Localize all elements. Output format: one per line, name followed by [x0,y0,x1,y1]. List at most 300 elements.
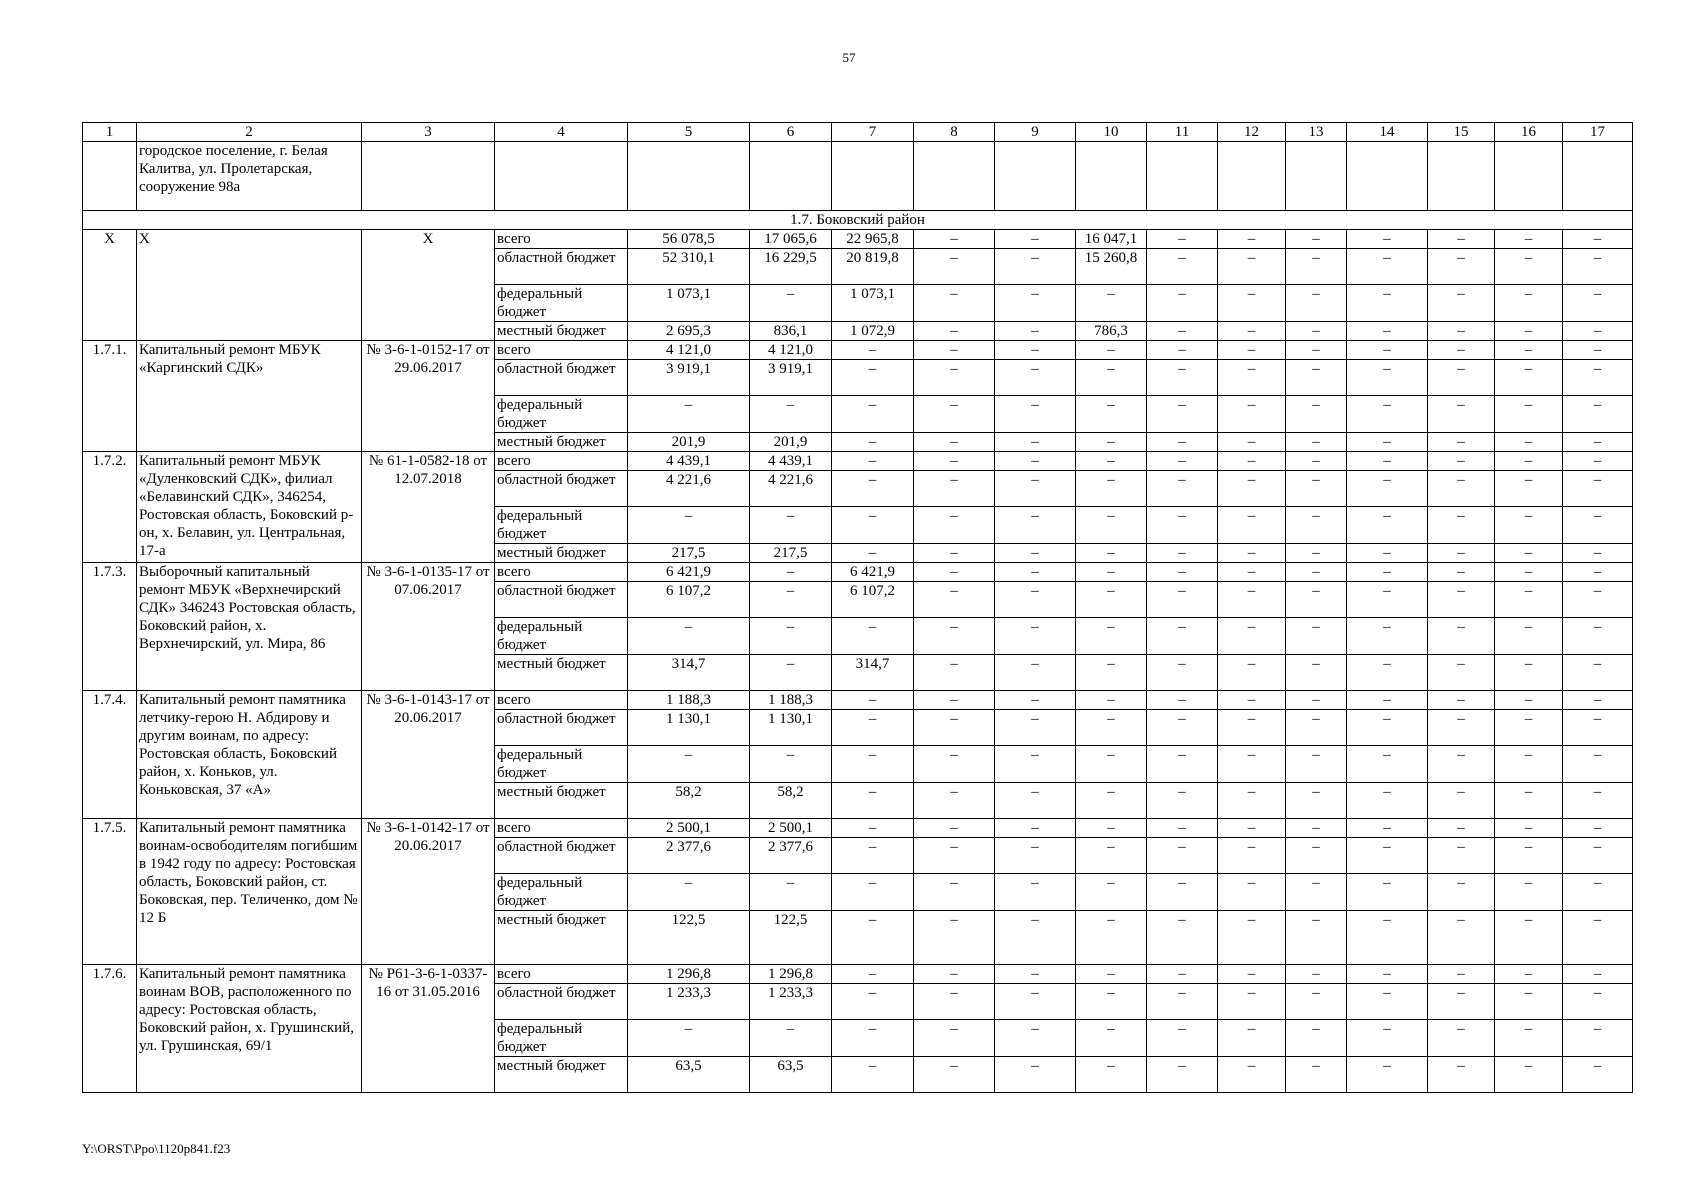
column-header: 4 [495,123,628,142]
funding-source: областной бюджет [495,710,628,746]
value-cell: – [832,965,914,984]
value-cell: – [1147,341,1218,360]
value-cell: – [1428,618,1495,655]
value-cell: – [1076,965,1147,984]
carryover-num [83,142,137,211]
value-cell: – [1347,783,1428,819]
value-cell: – [1218,471,1286,507]
value-cell: – [1147,230,1218,249]
value-cell: – [1428,249,1495,285]
value-cell: 15 260,8 [1076,249,1147,285]
value-cell: – [1495,322,1563,341]
funding-source: местный бюджет [495,1057,628,1093]
value-cell: – [914,285,995,322]
object-name: Капитальный ремонт МБУК «Дуленковский СДК», филиал «Белавинский СДК», 346254, Ростовская область, Боковский р-он, х. Белавин, ул. Центральная, 17-а [137,452,362,563]
value-cell: – [832,507,914,544]
value-cell: – [1286,360,1347,396]
row-number: 1.7.6. [83,965,137,1093]
value-cell: – [1147,544,1218,563]
value-cell: – [1347,911,1428,965]
value-cell: – [1347,230,1428,249]
value-cell: – [1076,341,1147,360]
value-cell: – [914,563,995,582]
value-cell: – [1428,582,1495,618]
value-cell: – [1428,433,1495,452]
value-cell: – [1428,507,1495,544]
table-row [83,452,1633,471]
object-name: Капитальный ремонт памятника воинам-освободителям погибшим в 1942 году по адресу: Ростовская область, Боковский район, ст. Боковская, пер. Теличенко, дом № 12 Б [137,819,362,965]
value-cell: – [1218,360,1286,396]
value-cell: – [1563,360,1633,396]
budget-table [82,122,1633,1093]
value-cell: – [995,360,1076,396]
value-cell: – [1076,746,1147,783]
value-cell: – [750,618,832,655]
value-cell: – [1495,819,1563,838]
value-cell: – [1147,433,1218,452]
value-cell: 2 500,1 [750,819,832,838]
column-header: 5 [628,123,750,142]
value-cell: – [1428,341,1495,360]
value-cell: – [1347,433,1428,452]
value-cell: – [1218,911,1286,965]
value-cell: 122,5 [750,911,832,965]
value-cell: – [1147,322,1218,341]
value-cell: – [995,230,1076,249]
row-number: 1.7.2. [83,452,137,563]
value-cell: – [1286,341,1347,360]
funding-source: местный бюджет [495,433,628,452]
object-name: Капитальный ремонт памятника воинам ВОВ, расположенного по адресу: Ростовская область, Боковский район, х. Грушинский, ул. Грушинская, 69/1 [137,965,362,1093]
value-cell: – [750,507,832,544]
funding-source: всего [495,965,628,984]
value-cell: – [628,874,750,911]
value-cell: 2 377,6 [750,838,832,874]
value-cell: – [995,582,1076,618]
value-cell: – [1147,1057,1218,1093]
value-cell: – [1147,911,1218,965]
value-cell: – [1495,984,1563,1020]
value-cell: – [1147,984,1218,1020]
value-cell: – [1428,838,1495,874]
value-cell: – [1495,1020,1563,1057]
value-cell: – [832,618,914,655]
value-cell: 4 121,0 [750,341,832,360]
value-cell: – [995,322,1076,341]
value-cell: 314,7 [832,655,914,691]
value-cell: – [914,746,995,783]
value-cell: – [1218,285,1286,322]
value-cell: 1 296,8 [628,965,750,984]
value-cell: – [1286,1057,1347,1093]
value-cell: – [1286,710,1347,746]
value-cell: – [1076,452,1147,471]
value-cell: 58,2 [628,783,750,819]
row-number: 1.7.1. [83,341,137,452]
value-cell: 16 047,1 [1076,230,1147,249]
value-cell: – [1076,783,1147,819]
funding-source: федеральный бюджет [495,746,628,783]
value-cell: – [1563,838,1633,874]
value-cell: 16 229,5 [750,249,832,285]
value-cell: – [1347,322,1428,341]
value-cell: – [1563,452,1633,471]
value-cell: 63,5 [628,1057,750,1093]
value-cell: – [1218,341,1286,360]
value-cell: 2 695,3 [628,322,750,341]
column-header: 1 [83,123,137,142]
row-number: 1.7.4. [83,691,137,819]
value-cell: – [1347,1020,1428,1057]
value-cell: – [914,230,995,249]
funding-source: областной бюджет [495,984,628,1020]
value-cell: – [1076,691,1147,710]
value-cell: – [1563,965,1633,984]
value-cell: – [1495,691,1563,710]
value-cell: – [914,838,995,874]
value-cell: – [832,874,914,911]
funding-source: федеральный бюджет [495,285,628,322]
value-cell: – [1428,1057,1495,1093]
value-cell: 1 233,3 [750,984,832,1020]
column-header: 16 [1495,123,1563,142]
expertise-doc: № 61-1-0582-18 от 12.07.2018 [362,452,495,563]
funding-source: областной бюджет [495,471,628,507]
value-cell: 63,5 [750,1057,832,1093]
value-cell: 1 073,1 [628,285,750,322]
value-cell: – [1428,452,1495,471]
value-cell: – [1563,544,1633,563]
value-cell: 1 188,3 [628,691,750,710]
value-cell: – [1218,249,1286,285]
value-cell: 786,3 [1076,322,1147,341]
value-cell: – [1147,746,1218,783]
value-cell: – [1286,396,1347,433]
value-cell: – [914,783,995,819]
value-cell: – [750,1020,832,1057]
value-cell: – [1286,691,1347,710]
value-cell: – [914,544,995,563]
value-cell: – [832,544,914,563]
value-cell: – [1076,507,1147,544]
value-cell: – [628,1020,750,1057]
value-cell: – [1147,965,1218,984]
value-cell: – [1347,1057,1428,1093]
value-cell: – [1563,433,1633,452]
value-cell: – [1563,249,1633,285]
value-cell: 6 107,2 [832,582,914,618]
value-cell: – [1286,911,1347,965]
value-cell: 3 919,1 [750,360,832,396]
value-cell: – [750,396,832,433]
value-cell: – [1428,911,1495,965]
value-cell: – [1495,544,1563,563]
value-cell: – [1495,563,1563,582]
value-cell: 1 188,3 [750,691,832,710]
row-number: 1.7.5. [83,819,137,965]
value-cell: – [995,1057,1076,1093]
value-cell: – [628,618,750,655]
value-cell: – [914,341,995,360]
table-row [83,691,1633,710]
value-cell: – [1076,838,1147,874]
value-cell: – [1495,285,1563,322]
value-cell: – [750,563,832,582]
value-cell: 20 819,8 [832,249,914,285]
value-cell: – [1218,1020,1286,1057]
funding-source: областной бюджет [495,360,628,396]
funding-source: областной бюджет [495,249,628,285]
value-cell: – [1495,838,1563,874]
value-cell: – [1563,471,1633,507]
page-number: 57 [842,50,856,65]
value-cell: – [1563,322,1633,341]
value-cell: – [1286,563,1347,582]
value-cell: – [1286,984,1347,1020]
value-cell: 4 221,6 [750,471,832,507]
value-cell: – [1563,710,1633,746]
value-cell: – [914,1020,995,1057]
value-cell: – [1563,582,1633,618]
value-cell: – [1428,563,1495,582]
footer-path: Y:\ORST\Ppo\1120p841.f23 [82,1141,231,1156]
value-cell: – [1495,710,1563,746]
value-cell: – [914,911,995,965]
value-cell: 4 121,0 [628,341,750,360]
value-cell: – [1218,874,1286,911]
value-cell: – [995,965,1076,984]
value-cell: – [995,874,1076,911]
value-cell: – [914,691,995,710]
value-cell: – [628,746,750,783]
value-cell: – [1563,230,1633,249]
value-cell: – [1218,838,1286,874]
funding-source: областной бюджет [495,582,628,618]
value-cell: – [995,618,1076,655]
value-cell: 58,2 [750,783,832,819]
value-cell: 56 078,5 [628,230,750,249]
value-cell: – [1563,285,1633,322]
funding-source: местный бюджет [495,911,628,965]
value-cell: – [750,285,832,322]
value-cell: 1 130,1 [750,710,832,746]
column-header: 7 [832,123,914,142]
value-cell: – [995,911,1076,965]
expertise-doc: № 3-6-1-0152-17 от 29.06.2017 [362,341,495,452]
value-cell: – [1147,838,1218,874]
value-cell: – [995,710,1076,746]
value-cell: – [1218,1057,1286,1093]
value-cell: – [1218,452,1286,471]
value-cell: – [1147,618,1218,655]
value-cell: – [995,396,1076,433]
value-cell: – [1147,471,1218,507]
value-cell: – [1286,433,1347,452]
value-cell: – [1428,471,1495,507]
value-cell: – [1286,471,1347,507]
value-cell: – [1147,582,1218,618]
value-cell: 1 233,3 [628,984,750,1020]
value-cell: – [995,746,1076,783]
value-cell: – [914,396,995,433]
value-cell: – [1286,544,1347,563]
object-name: Выборочный капитальный ремонт МБУК «Верхнечирский СДК» 346243 Ростовская область, Боковский район, х. Верхнечирский, ул. Мира, 86 [137,563,362,691]
value-cell: – [914,1057,995,1093]
value-cell: – [1563,396,1633,433]
value-cell: – [995,1020,1076,1057]
value-cell: – [1218,322,1286,341]
funding-source: местный бюджет [495,655,628,691]
value-cell: – [1076,911,1147,965]
value-cell: – [1147,1020,1218,1057]
value-cell: – [1495,965,1563,984]
value-cell: – [1495,360,1563,396]
value-cell: – [995,819,1076,838]
value-cell: – [1428,710,1495,746]
value-cell: – [1347,544,1428,563]
value-cell: – [914,819,995,838]
expertise-doc: № 3-6-1-0142-17 от 20.06.2017 [362,819,495,965]
value-cell: – [1347,341,1428,360]
value-cell: – [832,471,914,507]
value-cell: – [914,471,995,507]
value-cell: – [1563,507,1633,544]
column-header: 14 [1347,123,1428,142]
value-cell: 2 500,1 [628,819,750,838]
value-cell: – [1428,396,1495,433]
value-cell: – [832,746,914,783]
value-cell: – [1147,507,1218,544]
value-cell: – [995,544,1076,563]
funding-source: всего [495,563,628,582]
value-cell: – [832,984,914,1020]
value-cell: – [1347,984,1428,1020]
value-cell: 6 421,9 [832,563,914,582]
value-cell: – [1147,710,1218,746]
value-cell: – [1218,783,1286,819]
value-cell: – [1428,655,1495,691]
value-cell: – [1495,507,1563,544]
value-cell: – [1428,544,1495,563]
value-cell: 201,9 [628,433,750,452]
value-cell: – [1563,819,1633,838]
funding-source: всего [495,691,628,710]
value-cell: 17 065,6 [750,230,832,249]
value-cell: – [1076,471,1147,507]
value-cell: – [750,874,832,911]
column-header: 15 [1428,123,1495,142]
value-cell: – [914,433,995,452]
value-cell: – [1147,819,1218,838]
funding-source: федеральный бюджет [495,874,628,911]
section-title: 1.7. Боковский район [83,211,1633,230]
value-cell: – [995,285,1076,322]
value-cell: – [1495,230,1563,249]
value-cell: – [1076,563,1147,582]
value-cell: – [832,1057,914,1093]
column-header: 13 [1286,123,1347,142]
value-cell: – [1286,452,1347,471]
value-cell: 52 310,1 [628,249,750,285]
value-cell: – [832,819,914,838]
value-cell: – [1495,783,1563,819]
value-cell: – [832,452,914,471]
value-cell: – [1428,746,1495,783]
row-number: Х [83,230,137,341]
value-cell: – [628,396,750,433]
value-cell: – [1495,618,1563,655]
value-cell: – [1147,874,1218,911]
value-cell: – [1347,471,1428,507]
funding-source: местный бюджет [495,544,628,563]
funding-source: федеральный бюджет [495,618,628,655]
value-cell: – [1147,563,1218,582]
column-header: 12 [1218,123,1286,142]
object-name: Капитальный ремонт МБУК «Каргинский СДК» [137,341,362,452]
value-cell: – [914,618,995,655]
value-cell: – [832,911,914,965]
value-cell: – [1286,582,1347,618]
value-cell: – [1286,746,1347,783]
value-cell: – [995,341,1076,360]
value-cell: – [1347,691,1428,710]
value-cell: – [628,507,750,544]
value-cell: – [1218,544,1286,563]
table-row [83,965,1633,984]
value-cell: – [1563,1020,1633,1057]
value-cell: – [750,655,832,691]
value-cell: – [995,471,1076,507]
value-cell: – [1076,1057,1147,1093]
table-row [83,819,1633,838]
funding-source: областной бюджет [495,838,628,874]
column-header: 11 [1147,123,1218,142]
value-cell: – [1347,618,1428,655]
value-cell: – [1428,360,1495,396]
table-row [83,563,1633,582]
value-cell: – [1428,819,1495,838]
value-cell: – [1347,507,1428,544]
value-cell: – [1218,230,1286,249]
value-cell: – [995,433,1076,452]
value-cell: – [832,433,914,452]
value-cell: – [1563,618,1633,655]
value-cell: – [1147,285,1218,322]
value-cell: – [1563,783,1633,819]
value-cell: – [750,582,832,618]
value-cell: – [1495,249,1563,285]
value-cell: – [1428,1020,1495,1057]
value-cell: – [1218,396,1286,433]
value-cell: – [1076,285,1147,322]
value-cell: – [1428,691,1495,710]
value-cell: – [1347,655,1428,691]
value-cell: – [1495,874,1563,911]
value-cell: – [995,838,1076,874]
column-header: 2 [137,123,362,142]
value-cell: – [832,838,914,874]
value-cell: – [832,360,914,396]
value-cell: – [1347,285,1428,322]
funding-source: федеральный бюджет [495,1020,628,1057]
value-cell: – [1428,230,1495,249]
column-header: 3 [362,123,495,142]
value-cell: – [1495,452,1563,471]
value-cell: – [1495,911,1563,965]
value-cell: – [1286,285,1347,322]
value-cell: – [1286,819,1347,838]
value-cell: – [1147,452,1218,471]
